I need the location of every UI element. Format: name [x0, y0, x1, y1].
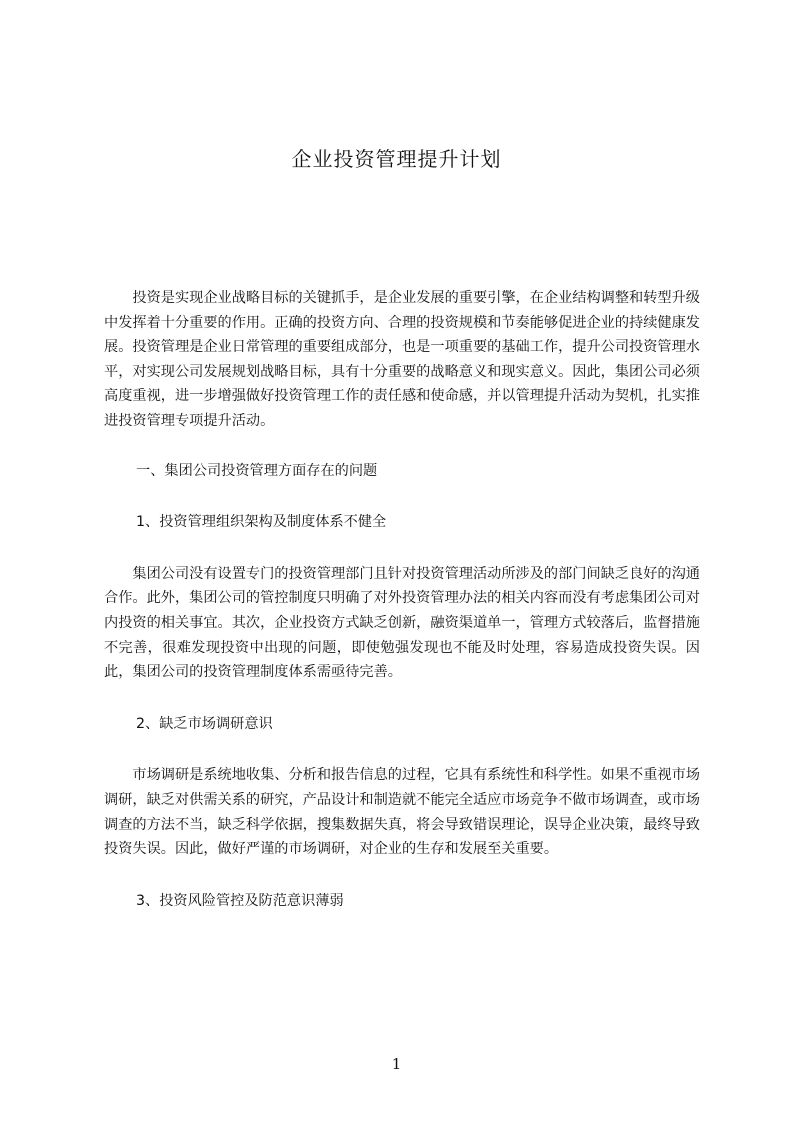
section-heading-problems: 一、集团公司投资管理方面存在的问题	[136, 462, 378, 479]
paragraph-market-research: 市场调研是系统地收集、分析和报告信息的过程，它具有系统性和科学性。如果不重视市场调研，缺乏对供需关系的研究，产品设计和制造就不能完全适应市场竞争不做市场调查，或市场调查的方法不当，缺乏科学依据，搜集数据失真，将会导致错误理论，误导企业决策，最终导致投资失误。因此，做好严谨的市场调研，对企业的生存和发展至关重要。	[104, 767, 700, 858]
subheading-risk-control: 3、投资风险管控及防范意识薄弱	[136, 892, 344, 909]
paragraph-organization: 集团公司没有设置专门的投资管理部门且针对投资管理活动所涉及的部门间缺乏良好的沟通合作。此外，集团公司的管控制度只明确了对外投资管理办法的相关内容而没有考虑集团公司对内投资的相关事宜。其次，企业投资方式缺乏创新，融资渠道单一，管理方式较落后，监督措施不完善，很难发现投资中出现的问题，即使勉强发现也不能及时处理，容易造成投资失误。因此，集团公司的投资管理制度体系需亟待完善。	[104, 565, 700, 681]
intro-paragraph: 投资是实现企业战略目标的关键抓手，是企业发展的重要引擎，在企业结构调整和转型升级中发挥着十分重要的作用。正确的投资方向、合理的投资规模和节奏能够促进企业的持续健康发展。投资管理是企业日常管理的重要组成部分，也是一项重要的基础工作，提升公司投资管理水平，对实现公司发展规划战略目标，具有十分重要的战略意义和现实意义。因此，集团公司必须高度重视，进一步增强做好投资管理工作的责任感和使命感，并以管理提升活动为契机，扎实推进投资管理专项提升活动。	[104, 290, 700, 429]
document-body	[104, 286, 700, 913]
subheading-organization: 1、投资管理组织架构及制度体系不健全	[136, 514, 387, 531]
subheading-market-research: 2、缺乏市场调研意识	[136, 715, 273, 732]
page-number: 1	[391, 1055, 402, 1073]
document-title: 企业投资管理提升计划	[291, 147, 502, 171]
